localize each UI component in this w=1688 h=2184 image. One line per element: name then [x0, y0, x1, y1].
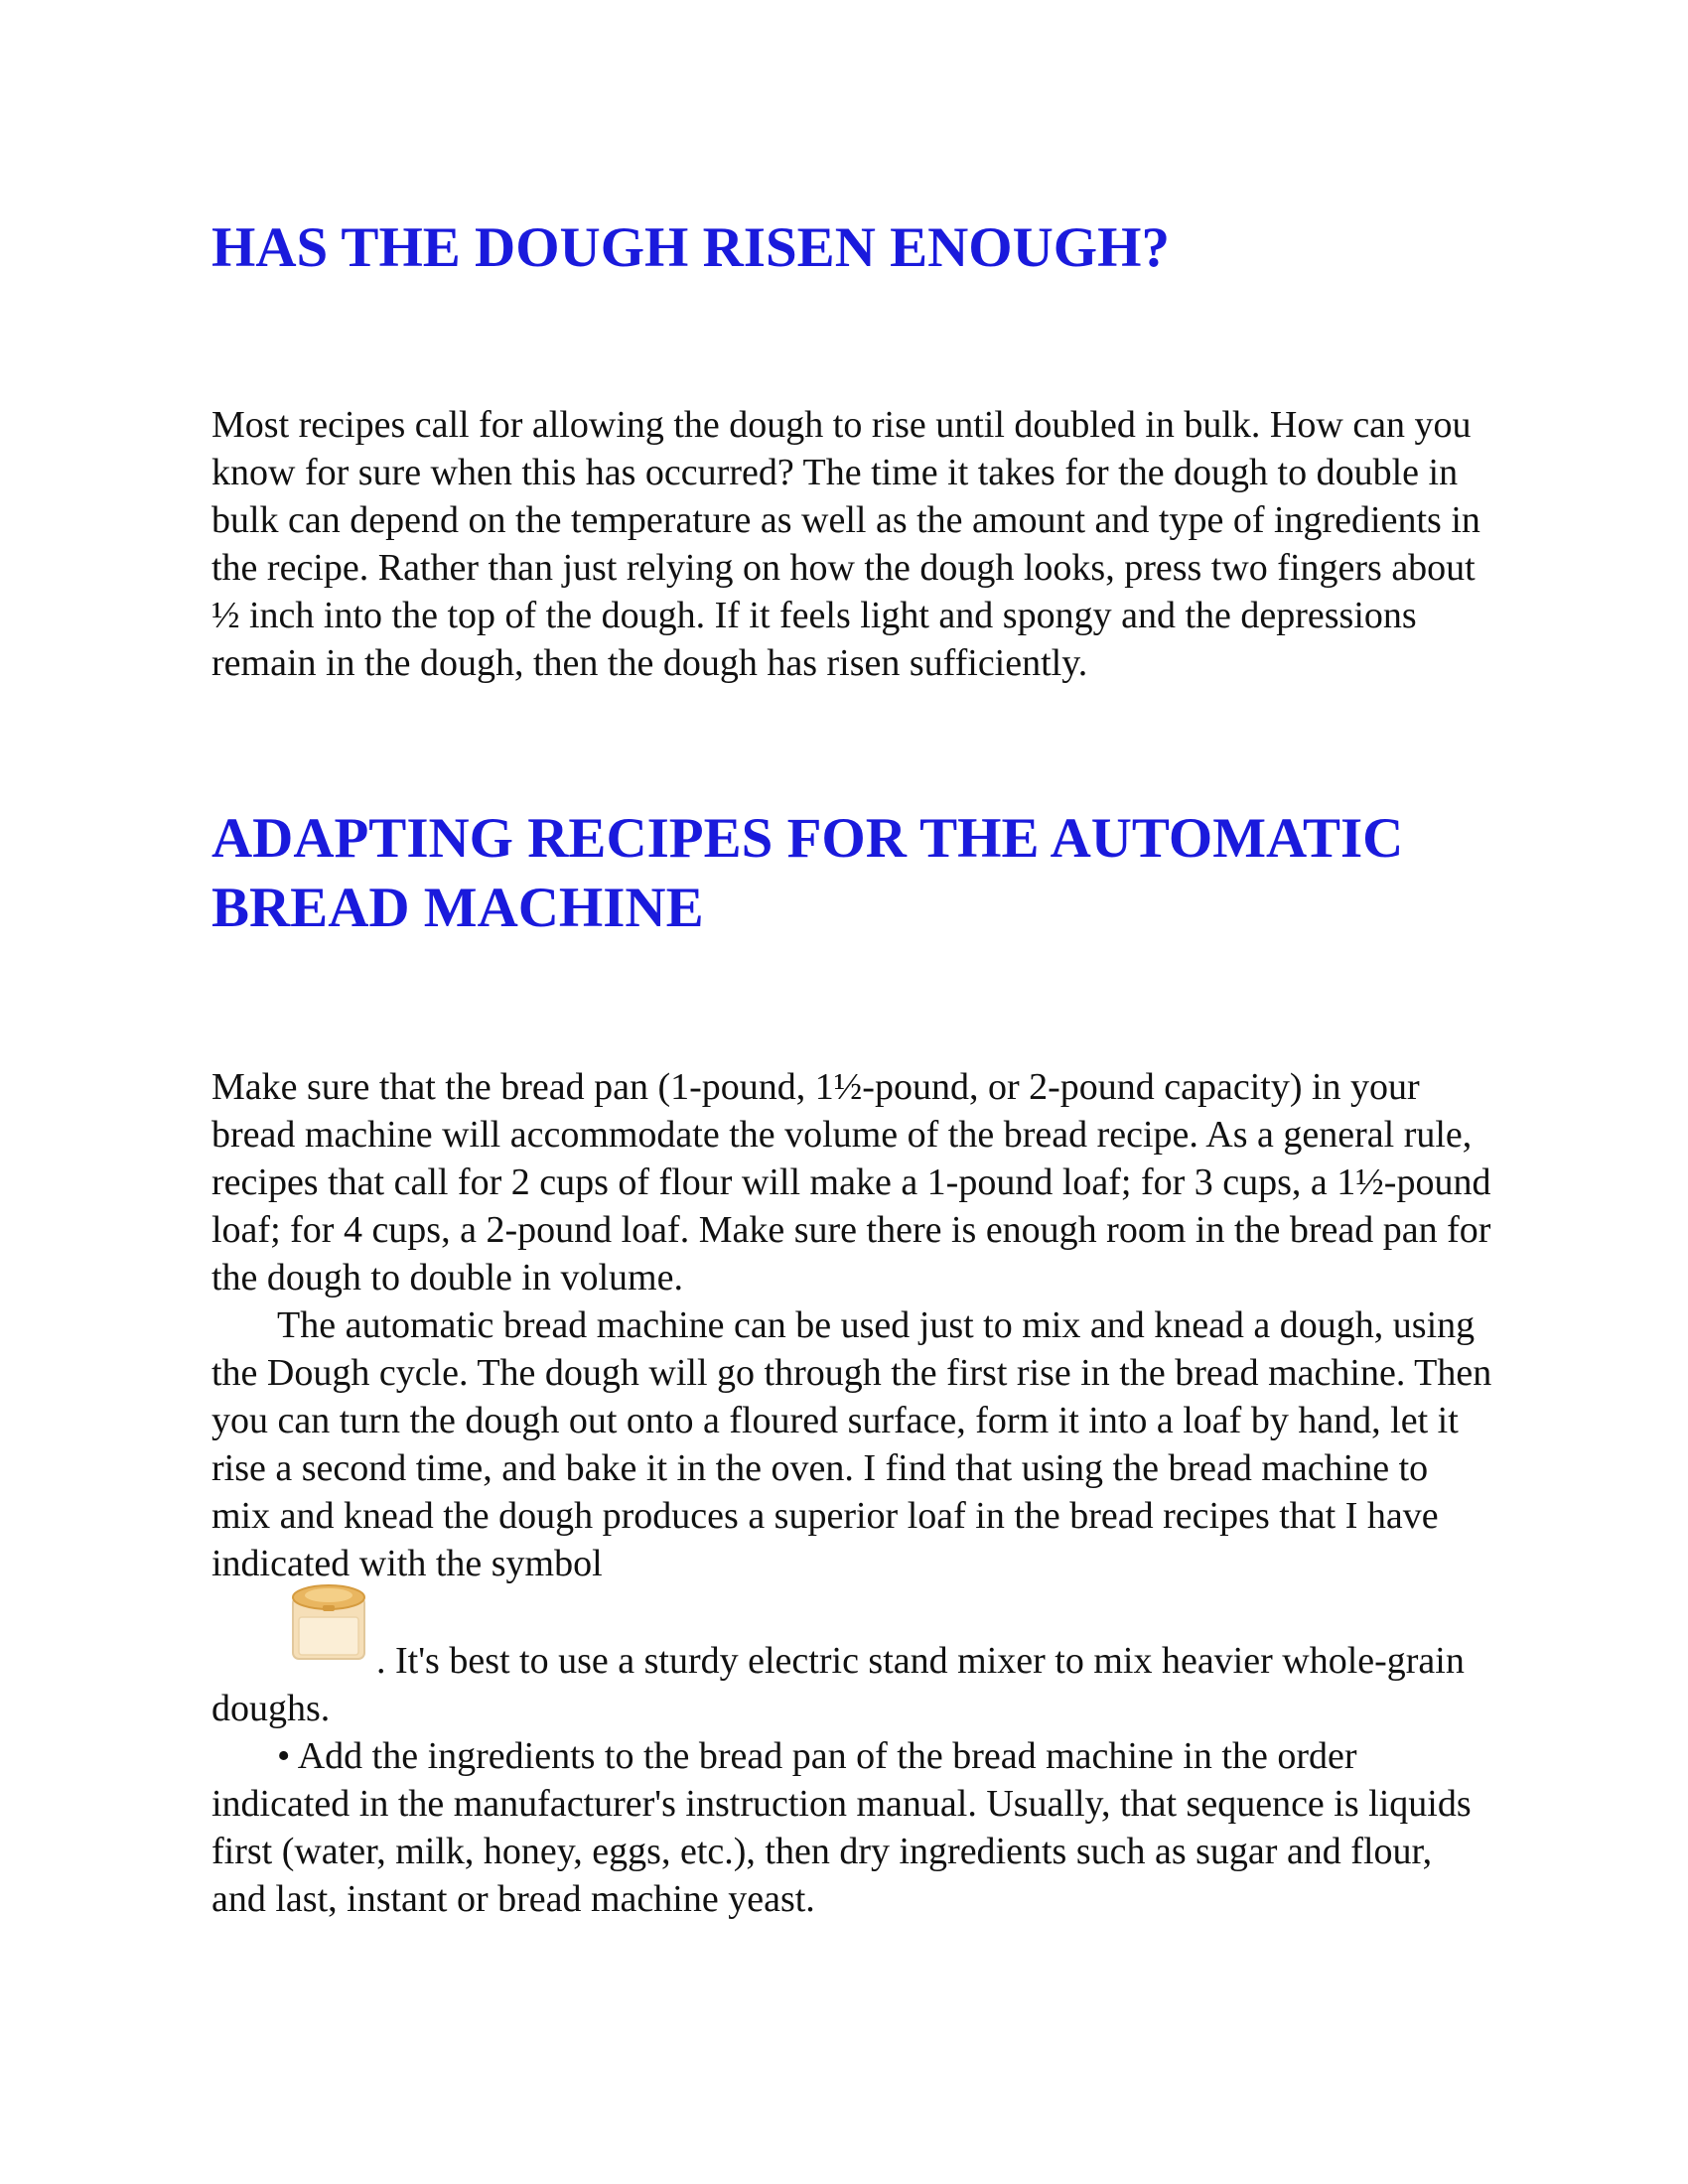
- dough-risen-paragraph: Most recipes call for allowing the dough to rise until doubled in bulk. How can you know for sure when this has occurred? The time it takes for the dough to double in bulk can depend on the temperature as well as the amount and type of ingredients in the recipe. Rather than just relying on how the dough looks, press two fingers about ½ inch into the top of the dough. If it feels light and spongy and the depressions remain in the dough, then the dough has risen sufficiently.: [211, 404, 1480, 684]
- stand-mixer-text: . It's best to use a sturdy electric stand mixer to mix heavier whole-grain doughs.: [211, 1640, 1465, 1729]
- bread-machine-icon: [211, 1587, 376, 1685]
- dough-cycle-text: The automatic bread machine can be used just to mix and knead a dough, using the Dough cycle. The dough will go through the first rise in the bread machine. Then you can turn the dough out onto a floured surface, form it into a loaf by hand, let it rise a second time, and bake it in the oven. I find that using the bread machine to mix and knead the dough produces a superior loaf in the bread recipes that I have indicated with the symbol: [211, 1304, 1492, 1584]
- dough-cycle-paragraph: [211, 1301, 1492, 1732]
- adapting-recipes-body: [211, 1063, 1492, 1923]
- add-ingredients-paragraph: • Add the ingredients to the bread pan of the bread machine in the order indicated in the manufacturer's instruction manual. Usually, that sequence is liquids first (water, milk, honey, eggs, etc.), then dry ingredients such as sugar and flour, and last, instant or bread machine yeast.: [211, 1735, 1472, 1920]
- section-heading-adapting-recipes: ADAPTING RECIPES FOR THE AUTOMATIC BREAD MACHINE: [211, 807, 1404, 939]
- section-heading-dough-risen: HAS THE DOUGH RISEN ENOUGH?: [211, 216, 1170, 279]
- bread-pan-paragraph: Make sure that the bread pan (1-pound, 1½-pound, or 2-pound capacity) in your bread machine will accommodate the volume of the bread recipe. As a general rule, recipes that call for 2 cups of flour will make a 1-pound loaf; for 3 cups, a 1½-pound loaf; for 4 cups, a 2-pound loaf. Make sure there is enough room in the bread pan for the dough to double in volume.: [211, 1066, 1491, 1298]
- bread-machine-icon-graphic: [287, 1577, 370, 1663]
